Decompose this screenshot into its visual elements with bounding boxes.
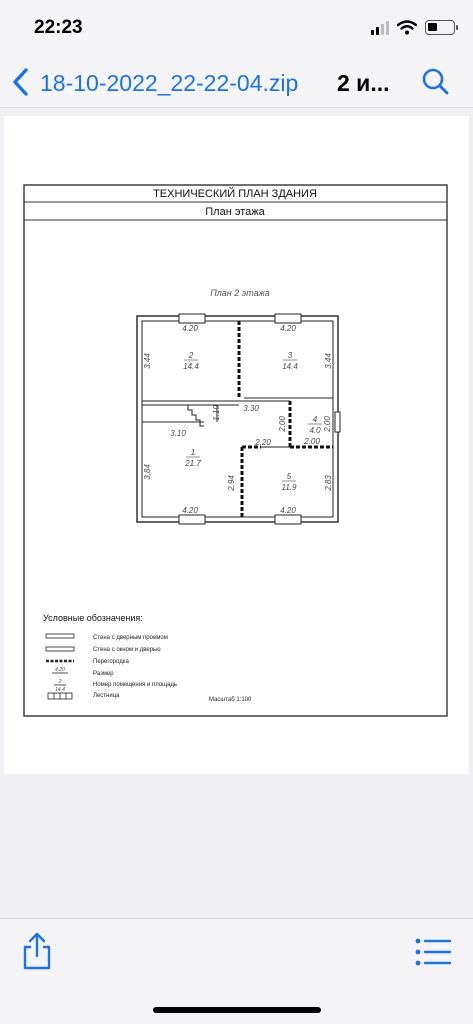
legend-item: Номер помещения и площадь bbox=[93, 682, 178, 688]
cellular-signal-icon bbox=[371, 21, 389, 35]
file-title: 18-10-2022_22-22-04.zip bbox=[40, 70, 299, 96]
legend-items bbox=[93, 635, 177, 699]
room-4-area: 4.0 bbox=[309, 426, 321, 435]
room-3-area: 14.4 bbox=[282, 362, 298, 371]
legend-sample-size: 4.20 bbox=[55, 667, 65, 673]
room-3-number: 3 bbox=[287, 351, 293, 360]
status-time: 22:23 bbox=[34, 17, 83, 38]
dim-right-bottom: 2.83 bbox=[324, 475, 333, 491]
room-2-area: 14.4 bbox=[183, 362, 199, 371]
legend-item: Лестница bbox=[93, 693, 120, 699]
room-5-area: 11.9 bbox=[281, 483, 297, 492]
floor-title: План 2 этажа bbox=[210, 288, 270, 298]
room-5-number: 5 bbox=[286, 472, 292, 481]
legend-sample-labels bbox=[55, 667, 65, 693]
legend-sample-room-area: 14.4 bbox=[55, 687, 65, 693]
room-1-area: 21.7 bbox=[185, 459, 201, 468]
dim-3-30: 3.30 bbox=[243, 404, 259, 413]
dim-left-mid: 3.10 bbox=[170, 429, 186, 438]
dim-left-top: 3.44 bbox=[143, 353, 152, 369]
dim-bottom-right: 4.20 bbox=[280, 506, 296, 515]
dim-v-2-00: 2.00 bbox=[278, 416, 287, 432]
legend-item: Стена с дверным проемом bbox=[93, 635, 168, 641]
dim-stair-width: 1.10 bbox=[212, 405, 221, 421]
legend-item: Размер bbox=[93, 671, 114, 677]
dim-top-right: 4.20 bbox=[280, 324, 296, 333]
document-page bbox=[4, 116, 469, 774]
item-count: 2 и... bbox=[337, 70, 390, 96]
legend-item: Стена с окном и дверью bbox=[93, 647, 161, 653]
dim-top-left: 4.20 bbox=[182, 324, 198, 333]
sheet-frame bbox=[24, 185, 447, 716]
room-labels bbox=[183, 351, 322, 492]
scale-label: Масштаб 1:100 bbox=[209, 697, 252, 703]
building-inner-wall bbox=[142, 321, 333, 517]
dim-right-2-00: 2.00 bbox=[323, 416, 332, 432]
header-subtitle: План этажа bbox=[205, 206, 265, 218]
status-icons bbox=[371, 20, 455, 35]
chevron-left-icon[interactable] bbox=[10, 66, 32, 98]
dim-left-bottom: 3.84 bbox=[143, 464, 152, 480]
share-icon[interactable] bbox=[20, 931, 54, 971]
legend-title: Условные обозначения: bbox=[43, 613, 143, 623]
legend-sample-room-num: 2 bbox=[58, 679, 62, 685]
room-4-number: 4 bbox=[312, 415, 318, 424]
list-icon[interactable] bbox=[414, 937, 452, 967]
dim-right-top: 3.44 bbox=[324, 353, 333, 369]
legend-item: Перегородка bbox=[93, 659, 129, 665]
wifi-icon bbox=[397, 20, 417, 35]
dim-bottom-left: 4.20 bbox=[182, 506, 198, 515]
bottom-toolbar bbox=[0, 918, 473, 1024]
dim-2-94: 2.94 bbox=[227, 475, 236, 491]
room-2-number: 2 bbox=[188, 351, 194, 360]
home-indicator[interactable] bbox=[153, 1007, 321, 1013]
search-icon[interactable] bbox=[420, 66, 452, 98]
dim-2-20: 2.20 bbox=[255, 438, 271, 447]
battery-icon bbox=[425, 20, 455, 35]
dim-h-2-00: 2.00 bbox=[304, 437, 320, 446]
header-title: ТЕХНИЧЕСКИЙ ПЛАН ЗДАНИЯ bbox=[153, 188, 317, 200]
navigation-bar bbox=[0, 58, 473, 108]
floor-plan-drawing bbox=[4, 116, 469, 774]
room-1-number: 1 bbox=[190, 448, 196, 457]
status-bar bbox=[0, 0, 473, 58]
